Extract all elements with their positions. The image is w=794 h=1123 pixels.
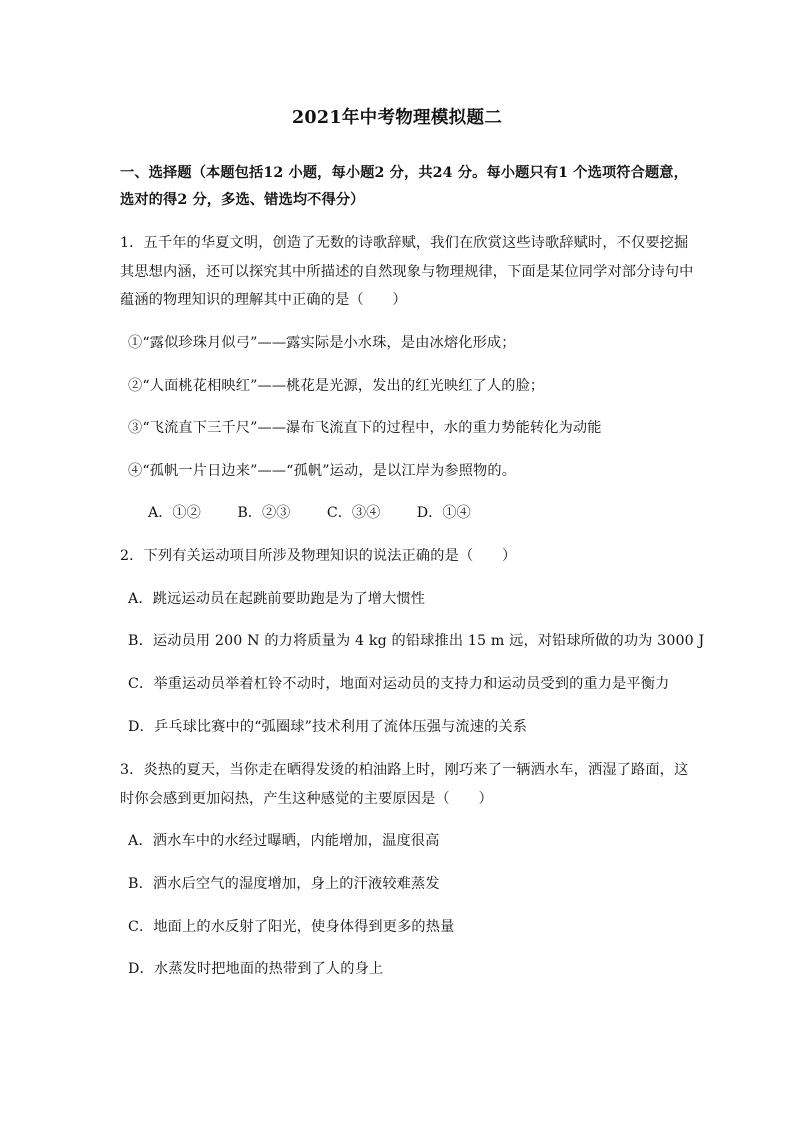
question-1-statement-4: ④“孤帆一片日边来”——“孤帆”运动，是以江岸为参照物的。	[128, 463, 517, 479]
question-3-option-a: A．洒水车中的水经过曝晒，内能增加，温度很高	[128, 833, 440, 849]
question-1-statement-2: ②“人面桃花相映红”——桃花是光源，发出的红光映红了人的脸；	[128, 378, 545, 394]
question-3-stem-line-2: 时你会感到更加闷热，产生这种感觉的主要原因是（ ）	[120, 791, 493, 807]
question-3-option-c: C．地面上的水反射了阳光，使身体得到更多的热量	[128, 919, 455, 935]
question-3-stem-line-1: 3．炎热的夏天，当你走在晒得发烫的柏油路上时，刚巧来了一辆洒水车，洒湿了路面，这	[120, 762, 689, 778]
question-2-option-b: B．运动员用 200 N 的力将质量为 4 kg 的铅球推出 15 m 远，对铅球所做的功为 3000 J	[128, 633, 705, 649]
question-1-statement-3: ③“飞流直下三千尺”——瀑布飞流直下的过程中，水的重力势能转化为动能	[128, 420, 602, 436]
question-2-stem: 2．下列有关运动项目所涉及物理知识的说法正确的是（ ）	[120, 548, 517, 564]
section-heading-line-2: 选对的得2 分，多选、错选均不得分）	[120, 192, 365, 208]
question-1-option-d: D．①④	[416, 505, 471, 521]
question-1-option-c: C．③④	[326, 505, 381, 521]
question-3-option-d: D．水蒸发时把地面的热带到了人的身上	[128, 961, 384, 977]
question-1-stem-line-3: 蕴涵的物理知识的理解其中正确的是（ ）	[120, 292, 407, 308]
question-1-stem-line-1: 1．五千年的华夏文明，创造了无数的诗歌辞赋，我们在欣赏这些诗歌辞赋时，不仅要挖掘	[120, 235, 689, 251]
question-2-option-a: A．跳远运动员在起跳前要助跑是为了增大惯性	[128, 591, 426, 607]
question-1-stem-line-2: 其思想内涵，还可以探究其中所描述的自然现象与物理规律，下面是某位同学对部分诗句中	[120, 264, 694, 280]
question-3-option-b: B．洒水后空气的湿度增加，身上的汗液较难蒸发	[128, 876, 440, 892]
question-1-option-a: A．①②	[148, 505, 201, 521]
question-2-option-c: C．举重运动员举着杠铃不动时，地面对运动员的支持力和运动员受到的重力是平衡力	[128, 676, 670, 692]
question-1-statement-1: ①“露似珍珠月似弓”——露实际是小水珠，是由冰熔化形成；	[128, 335, 516, 351]
page-title: 2021年中考物理模拟题二	[291, 108, 503, 128]
question-1-option-b: B．②③	[237, 505, 291, 521]
question-1-options	[148, 503, 471, 523]
section-heading-line-1: 一、选择题（本题包括12 小题，每小题2 分，共24 分。每小题只有1 个选项符合题意，	[120, 165, 688, 181]
question-2-option-d: D．乒乓球比赛中的“弧圈球”技术利用了流体压强与流速的关系	[128, 719, 528, 735]
